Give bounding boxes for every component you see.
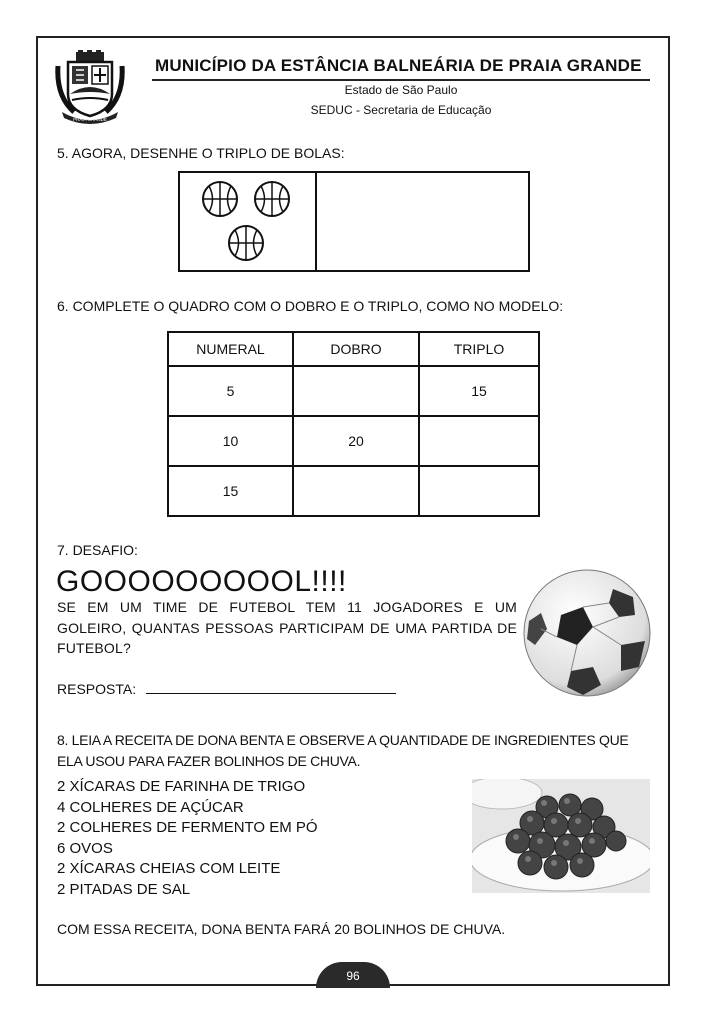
cell-dobro: 20 xyxy=(293,416,419,466)
answer-label: RESPOSTA: xyxy=(57,681,137,697)
table-row xyxy=(168,466,539,516)
q7-text: SE EM UM TIME DE FUTEBOL TEM 11 JOGADORES E UM GOLEIRO, QUANTAS PESSOAS PARTICIPAM DE UMA PARTIDA DE FUTEBOL? xyxy=(57,599,517,656)
list-item: 2 COLHERES DE FERMENTO EM PÓ xyxy=(57,819,318,836)
q6-prompt: 6. COMPLETE O QUADRO COM O DOBRO E O TRIPLO, COMO NO MODELO: xyxy=(57,298,564,314)
cell-triplo[interactable] xyxy=(419,466,539,516)
cell-dobro[interactable] xyxy=(293,366,419,416)
cell-numeral: 15 xyxy=(168,466,293,516)
bolinhos-de-chuva-image xyxy=(472,779,650,893)
list-item: 2 PITADAS DE SAL xyxy=(57,880,191,898)
basketball-icon xyxy=(203,182,237,216)
q8-prompt: 8. LEIA A RECEITA DE DONA BENTA E OBSERVE A QUANTIDADE DE INGREDIENTES QUE ELA USOU PARA FAZER BOLINHOS DE CHUVA. xyxy=(57,732,629,769)
answer-line[interactable] xyxy=(146,681,396,694)
q5-prompt: 5. AGORA, DESENHE O TRIPLO DE BOLAS: xyxy=(57,145,345,161)
header-rule xyxy=(152,79,650,81)
table-row xyxy=(168,416,539,466)
page-number: 96 xyxy=(316,962,390,988)
cell-triplo[interactable] xyxy=(419,416,539,466)
q7-answer-row xyxy=(57,681,396,697)
cell-numeral: 5 xyxy=(168,366,293,416)
cell-numeral: 10 xyxy=(168,416,293,466)
basketballs xyxy=(198,177,298,267)
q7-label: 7. DESAFIO: xyxy=(57,542,138,558)
col-header-triplo: TRIPLO xyxy=(419,332,539,366)
ingredient-list xyxy=(57,777,318,900)
basketball-icon xyxy=(229,226,263,260)
col-header-numeral: NUMERAL xyxy=(168,332,293,366)
cell-triplo: 15 xyxy=(419,366,539,416)
municipality-title: MUNICÍPIO DA ESTÂNCIA BALNEÁRIA DE PRAIA GRANDE xyxy=(155,56,642,75)
state-name: Estado de São Paulo xyxy=(344,83,458,97)
department-name: SEDUC - Secretaria de Educação xyxy=(310,103,492,117)
list-item: 4 COLHERES DE AÇÚCAR xyxy=(57,798,244,816)
q5-drawing-area[interactable] xyxy=(317,173,528,270)
municipal-seal-icon xyxy=(54,50,126,124)
list-item: 6 OVOS xyxy=(57,839,113,857)
double-triple-table xyxy=(167,331,540,517)
list-item: 2 XÍCARAS CHEIAS COM LEITE xyxy=(57,860,281,877)
q8-conclusion: COM ESSA RECEITA, DONA BENTA FARÁ 20 BOLINHOS DE CHUVA. xyxy=(57,921,506,937)
soccer-ball-icon xyxy=(521,567,653,699)
goal-shout: GOOOOOOOOOL!!!! xyxy=(56,565,347,598)
table-header-row xyxy=(168,332,539,366)
col-header-dobro: DOBRO xyxy=(293,332,419,366)
basketball-icon xyxy=(255,182,289,216)
list-item: 2 XÍCARAS DE FARINHA DE TRIGO xyxy=(57,778,306,795)
table-row xyxy=(168,366,539,416)
seal-motto: PRAIA GRANDE xyxy=(73,117,107,122)
cell-dobro[interactable] xyxy=(293,466,419,516)
